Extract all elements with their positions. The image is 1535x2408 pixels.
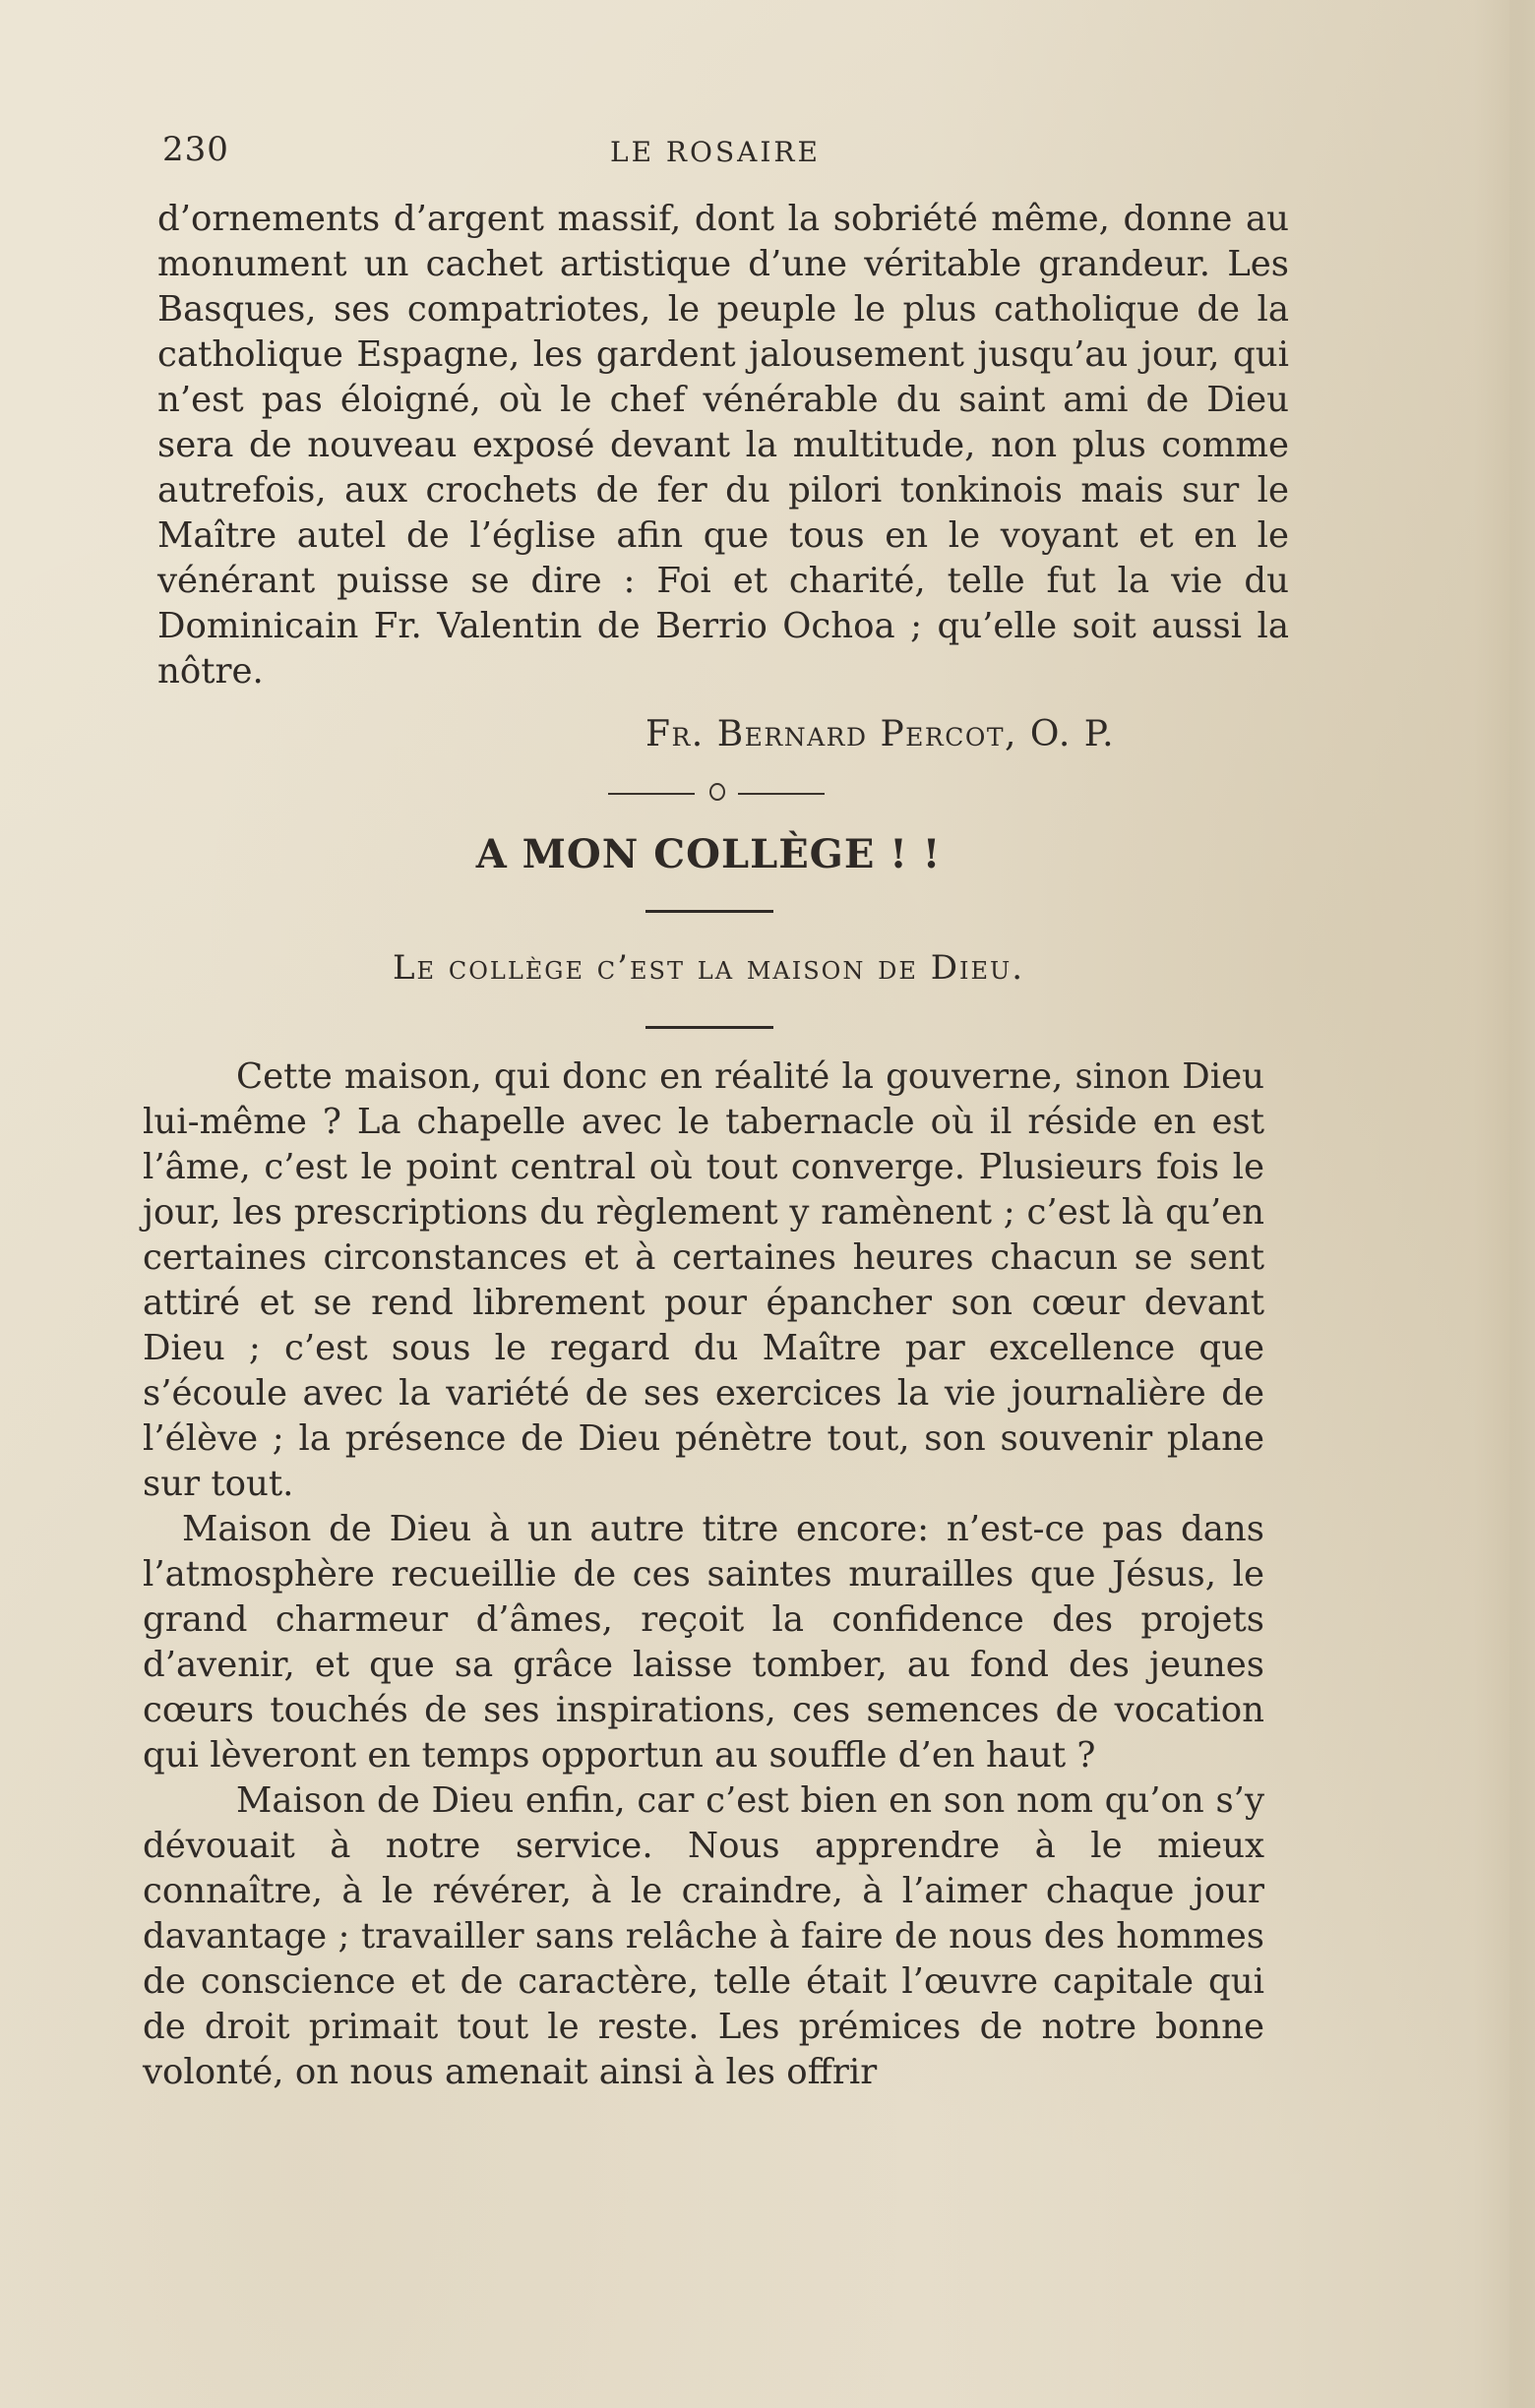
author-signature: Fr. Bernard Percot, O. P. [645,714,1116,754]
ornament-line-right [738,793,825,795]
ornament-line-left [608,793,695,795]
page-number: 230 [162,130,229,169]
continued-paragraph [157,197,1289,694]
body-paragraph: Maison de Dieu enfin, car c’est bien en son nom qu’on s’y dévouait à notre service. Nous apprendre à le mieux connaître, à le révérer, à le craindre, à l’aimer chaque jour davantage ; travailler sans relâche à faire de nous des hommes de conscience et de caractère, telle était l’œuvre capitale qui de droit primait tout le reste. Les prémices de notre bonne volonté, on nous amenait ainsi à les offrir [143,1780,1264,2092]
page-header [162,130,1304,169]
article-title: A MON COLLÈGE ! ! [475,831,942,877]
article-subtitle: Le collège c’est la maison de Dieu. [392,948,1025,988]
running-title: LE ROSAIRE [610,136,821,168]
page-edge-shadow [1509,0,1535,2408]
title-rule [645,910,773,913]
continued-paragraph-text: d’ornements d’argent massif, dont la sobriété même, donne au monument un cachet artistique d’une véritable grandeur. Les Basques, ses compatriotes, le peuple le plus catholique de la catholique Espagne, les gardent jalousement jusqu’au jour, qui n’est pas éloigné, où le chef vénérable du saint ami de Dieu sera de nouveau exposé devant la multitude, non plus comme autrefois, aux crochets de fer du pilori tonkinois mais sur le Maître autel de l’église afin que tous en le voyant et en le vénérant puisse se dire : Foi et charité, telle fut la vie du Dominicain Fr. Valentin de Berrio Ochoa ; qu’elle soit aussi la nôtre. [157,199,1289,692]
body-paragraph: Cette maison, qui donc en réalité la gouverne, sinon Dieu lui-même ? La chapelle avec le tabernacle où il réside en est l’âme, c’est le point central où tout converge. Plusieurs fois le jour, les prescriptions du règlement y ramènent ; c’est là qu’en certaines circonstances et à certaines heures chacun se sent attiré et se rend librement pour épancher son cœur devant Dieu ; c’est sous le regard du Maître par excellence que s’écoule avec la variété de ses exercices la vie journalière de l’élève ; la présence de Dieu pénètre tout, son souvenir plane sur tout. [143,1056,1264,1504]
article-body [143,1054,1264,2095]
subtitle-rule [645,1026,773,1029]
body-paragraph: Maison de Dieu à un autre titre encore: n’est-ce pas dans l’atmosphère recueillie de ces saintes murailles que Jésus, le grand charmeur d’âmes, reçoit la confidence des projets d’avenir, et que sa grâce laisse tomber, au fond des jeunes cœurs touchés de ses inspirations, ces semences de vocation qui lèveront en temps opportun au souffle d’en haut ? [143,1509,1264,1776]
section-ornament [608,777,825,807]
ornament-circle [709,783,725,801]
